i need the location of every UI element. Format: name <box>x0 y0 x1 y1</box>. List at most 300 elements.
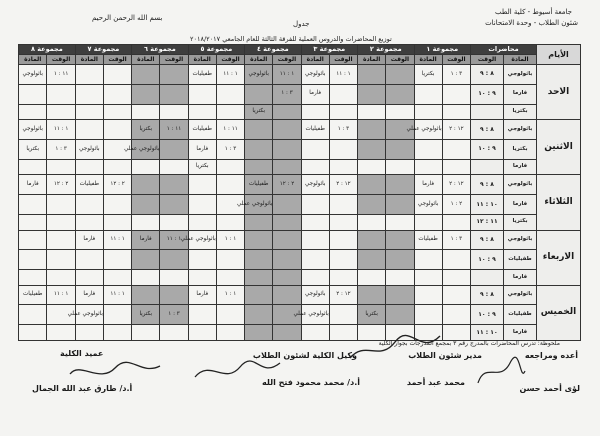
lecture-subject: فارما <box>504 270 537 286</box>
subject-column-header: المادة <box>245 55 273 65</box>
group-subject-cell: باثولوجي عملي <box>245 195 273 215</box>
lecture-subject: بكتريا <box>504 104 537 120</box>
group-time-cell <box>216 325 244 341</box>
group-subject-cell: باثولوجي <box>19 65 47 85</box>
group-subject-cell <box>301 195 329 215</box>
group-time-cell <box>216 270 244 286</box>
group-time-cell: ١ : ١١ <box>47 285 75 305</box>
signature-scribble-icon <box>190 357 290 387</box>
lecture-subject: باثولوجي <box>504 65 537 85</box>
group-time-cell <box>160 159 188 175</box>
basmala: بسم الله الرحمن الرحيم <box>92 14 163 22</box>
group-time-cell <box>386 159 414 175</box>
group-time-cell <box>160 250 188 270</box>
group-subject-cell <box>75 195 103 215</box>
group-time-cell <box>386 84 414 104</box>
time-column-header: الوقت <box>47 55 75 65</box>
group-time-cell <box>160 175 188 195</box>
group-subject-cell <box>75 104 103 120</box>
table-row <box>19 230 581 250</box>
table-row <box>19 214 581 230</box>
subject-column-header: المادة <box>504 55 537 65</box>
group-time-cell <box>273 104 301 120</box>
days-header: الأيام <box>537 45 581 65</box>
group-time-cell: ١٢ : ٢ <box>442 175 470 195</box>
table-row <box>19 270 581 286</box>
time-column-header: الوقت <box>470 55 503 65</box>
group-time-cell <box>160 84 188 104</box>
subject-column-header: المادة <box>75 55 103 65</box>
group-subject-cell: بكتريا <box>132 120 160 140</box>
group-time-cell: ٣ : ١ <box>442 65 470 85</box>
group-subject-cell <box>358 270 386 286</box>
group-subject-cell <box>188 325 216 341</box>
table-row <box>19 159 581 175</box>
group-subject-cell: باثولوجي عملي <box>132 139 160 159</box>
group-subject-cell <box>188 104 216 120</box>
group-header: مجموعة ٥ <box>188 45 244 55</box>
group-time-cell <box>47 104 75 120</box>
lecture-subject: طفيليات <box>504 250 537 270</box>
group-subject-cell <box>301 104 329 120</box>
group-subject-cell <box>19 195 47 215</box>
group-subject-cell: بكتريا <box>19 139 47 159</box>
lecture-time: ٨ : ٩ <box>470 230 503 250</box>
group-subject-cell: فارما <box>19 175 47 195</box>
group-time-cell <box>386 104 414 120</box>
lecture-time: ١١ : ١٢ <box>470 214 503 230</box>
group-subject-cell <box>245 214 273 230</box>
group-subject-cell <box>19 250 47 270</box>
lecture-time: ١٠ : ١١ <box>470 325 503 341</box>
group-header: مجموعة ٣ <box>301 45 357 55</box>
group-time-cell: ١ : ١١ <box>216 65 244 85</box>
lecture-time: ١٠ : ١١ <box>470 195 503 215</box>
lecture-subject: طفيليات <box>504 305 537 325</box>
signature-title: أعده ومراجعه <box>524 351 578 360</box>
group-subject-cell <box>132 325 160 341</box>
group-subject-cell: فارما <box>188 285 216 305</box>
group-subject-cell <box>188 270 216 286</box>
lecture-time: ٨ : ٩ <box>470 120 503 140</box>
group-subject-cell <box>245 270 273 286</box>
group-subject-cell <box>132 270 160 286</box>
group-time-cell <box>329 270 357 286</box>
group-subject-cell <box>414 305 442 325</box>
subject-column-header: المادة <box>19 55 47 65</box>
group-subject-cell: فارما <box>75 285 103 305</box>
schedule-table <box>18 44 581 341</box>
table-row <box>19 139 581 159</box>
group-subject-cell <box>301 270 329 286</box>
group-subject-cell <box>414 84 442 104</box>
group-time-cell <box>103 270 131 286</box>
group-subject-cell <box>301 230 329 250</box>
group-time-cell <box>216 175 244 195</box>
group-time-cell <box>442 139 470 159</box>
group-subject-cell: باثولوجي <box>414 195 442 215</box>
group-time-cell <box>442 285 470 305</box>
group-time-cell <box>386 285 414 305</box>
group-subject-cell: بكتريا <box>132 305 160 325</box>
group-subject-cell: طفيليات <box>188 65 216 85</box>
group-subject-cell <box>75 159 103 175</box>
group-header: مجموعة ٤ <box>245 45 301 55</box>
time-column-header: الوقت <box>103 55 131 65</box>
group-time-cell <box>329 104 357 120</box>
group-time-cell <box>273 139 301 159</box>
group-subject-cell: طفيليات <box>75 175 103 195</box>
group-subject-cell: بكتريا <box>414 65 442 85</box>
time-column-header: الوقت <box>160 55 188 65</box>
group-time-cell <box>386 305 414 325</box>
lecture-subject: فارما <box>504 195 537 215</box>
group-time-cell <box>329 250 357 270</box>
group-subject-cell <box>19 305 47 325</box>
lecture-time: ٩ : ١٠ <box>470 250 503 270</box>
page-title: توزيع المحاضرات والدروس العملية للفرقة الثالثة للعام الجامعي ٢٠١٨/٢٠١٧ <box>190 35 392 43</box>
lecture-time: ٩ : ١٠ <box>470 305 503 325</box>
group-time-cell <box>103 214 131 230</box>
lecture-time: ٨ : ٩ <box>470 285 503 305</box>
group-header: مجموعة ١ <box>414 45 470 55</box>
group-subject-cell: باثولوجي <box>75 139 103 159</box>
group-subject-cell: بكتريا <box>245 104 273 120</box>
lecture-subject: فارما <box>504 84 537 104</box>
group-time-cell <box>442 270 470 286</box>
day-cell: الثلاثاء <box>537 175 581 230</box>
group-subject-cell: طفيليات <box>188 120 216 140</box>
group-time-cell <box>216 305 244 325</box>
group-subject-cell <box>358 214 386 230</box>
group-subject-cell: فارما <box>301 84 329 104</box>
group-subject-cell <box>19 214 47 230</box>
group-subject-cell <box>414 285 442 305</box>
group-time-cell <box>329 195 357 215</box>
group-subject-cell <box>132 65 160 85</box>
group-subject-cell <box>75 250 103 270</box>
group-time-cell <box>160 195 188 215</box>
lecture-time: ٩ : ١٠ <box>470 139 503 159</box>
group-subject-cell <box>132 175 160 195</box>
time-column-header: الوقت <box>442 55 470 65</box>
lecture-time <box>470 270 503 286</box>
group-subject-cell <box>245 159 273 175</box>
lecture-time: ٨ : ٩ <box>470 175 503 195</box>
group-subject-cell <box>245 250 273 270</box>
group-time-cell <box>47 250 75 270</box>
group-subject-cell <box>188 195 216 215</box>
time-column-header: الوقت <box>386 55 414 65</box>
table-row <box>19 305 581 325</box>
group-time-cell <box>103 250 131 270</box>
lecture-subject: فارما <box>504 325 537 341</box>
group-subject-cell <box>19 270 47 286</box>
group-subject-cell <box>301 325 329 341</box>
group-time-cell <box>442 250 470 270</box>
group-subject-cell <box>75 270 103 286</box>
lecture-subject: باثولوجي <box>504 230 537 250</box>
group-subject-cell: طفيليات <box>19 285 47 305</box>
group-header: مجموعة ٢ <box>358 45 414 55</box>
group-time-cell <box>386 270 414 286</box>
table-row <box>19 84 581 104</box>
group-subject-cell <box>301 159 329 175</box>
signature-scribble-icon <box>340 330 450 366</box>
group-subject-cell <box>132 104 160 120</box>
signature-name: أ.د/ طارق عبد الله الجمال <box>32 384 133 393</box>
group-subject-cell <box>188 305 216 325</box>
group-subject-cell <box>301 214 329 230</box>
group-subject-cell: بكتريا <box>188 159 216 175</box>
group-subject-cell: طفيليات <box>414 230 442 250</box>
group-subject-cell <box>358 84 386 104</box>
group-subject-cell <box>132 285 160 305</box>
group-subject-cell <box>301 139 329 159</box>
group-subject-cell: باثولوجي عملي <box>414 120 442 140</box>
group-subject-cell <box>414 214 442 230</box>
group-time-cell: ٣ : ١ <box>160 305 188 325</box>
lecture-time <box>470 104 503 120</box>
group-subject-cell <box>358 159 386 175</box>
group-time-cell: ١١ : ١ <box>160 120 188 140</box>
group-subject-cell <box>75 65 103 85</box>
group-time-cell <box>47 159 75 175</box>
table-row <box>19 65 581 85</box>
group-time-cell <box>47 325 75 341</box>
group-time-cell <box>47 270 75 286</box>
group-subject-cell: فارما <box>132 230 160 250</box>
group-subject-cell <box>301 250 329 270</box>
group-time-cell: ١ : ١١ <box>47 120 75 140</box>
lecture-subject: باثولوجي <box>504 175 537 195</box>
group-subject-cell: باثولوجي <box>245 65 273 85</box>
group-time-cell <box>386 65 414 85</box>
lecture-subject: باثولوجي <box>504 285 537 305</box>
group-time-cell <box>216 250 244 270</box>
group-time-cell <box>160 214 188 230</box>
group-subject-cell <box>358 104 386 120</box>
group-time-cell <box>442 159 470 175</box>
group-time-cell: ١١ : ١ <box>47 65 75 85</box>
table-row <box>19 104 581 120</box>
group-time-cell: ١ : ١١ <box>103 230 131 250</box>
group-header: مجموعة ٧ <box>75 45 131 55</box>
group-time-cell: ١ : ١ <box>216 230 244 250</box>
time-column-header: الوقت <box>273 55 301 65</box>
group-subject-cell: باثولوجي <box>301 65 329 85</box>
group-subject-cell <box>245 120 273 140</box>
group-subject-cell: بكتريا <box>358 305 386 325</box>
group-time-cell <box>273 230 301 250</box>
group-time-cell: ٢ : ١٢ <box>273 175 301 195</box>
group-time-cell: ١٢ : ٢ <box>329 285 357 305</box>
group-time-cell <box>442 84 470 104</box>
group-time-cell: ١٢ : ٢ <box>442 120 470 140</box>
group-subject-cell: طفيليات <box>245 175 273 195</box>
group-subject-cell <box>188 214 216 230</box>
group-time-cell <box>103 305 131 325</box>
group-time-cell: ٢ : ١٢ <box>103 175 131 195</box>
group-time-cell <box>103 325 131 341</box>
group-subject-cell: باثولوجي <box>301 285 329 305</box>
group-subject-cell <box>75 84 103 104</box>
group-subject-cell <box>245 230 273 250</box>
table-word: جدول <box>293 20 310 28</box>
group-subject-cell <box>132 159 160 175</box>
group-time-cell <box>329 159 357 175</box>
group-subject-cell: فارما <box>414 175 442 195</box>
group-time-cell <box>103 120 131 140</box>
day-cell: الاربعاء <box>537 230 581 285</box>
group-time-cell <box>386 250 414 270</box>
group-subject-cell <box>132 214 160 230</box>
group-time-cell <box>329 230 357 250</box>
signature-scribble-icon <box>470 353 530 393</box>
lecture-subject: فارما <box>504 159 537 175</box>
group-time-cell <box>273 120 301 140</box>
group-time-cell: ١١ : ١ <box>216 120 244 140</box>
group-subject-cell <box>358 250 386 270</box>
group-time-cell <box>160 285 188 305</box>
group-subject-cell <box>245 325 273 341</box>
group-time-cell: ٣ : ١ <box>329 120 357 140</box>
group-time-cell <box>329 139 357 159</box>
group-subject-cell <box>414 139 442 159</box>
table-row <box>19 285 581 305</box>
group-time-cell <box>386 139 414 159</box>
group-time-cell <box>103 104 131 120</box>
group-time-cell: ١ : ١١ <box>329 65 357 85</box>
group-subject-cell <box>414 159 442 175</box>
group-subject-cell <box>75 325 103 341</box>
group-time-cell: ١ : ١١ <box>103 285 131 305</box>
group-subject-cell <box>19 84 47 104</box>
group-subject-cell: طفيليات <box>301 120 329 140</box>
group-time-cell: ١ : ١ <box>216 285 244 305</box>
group-subject-cell <box>358 285 386 305</box>
group-time-cell <box>273 285 301 305</box>
group-subject-cell: باثولوجي <box>19 120 47 140</box>
group-time-cell <box>273 270 301 286</box>
subject-column-header: المادة <box>358 55 386 65</box>
group-header: مجموعة ٨ <box>19 45 76 55</box>
lecture-time: ٨ : ٩ <box>470 65 503 85</box>
signature-name: محمد عبد أحمد <box>406 378 465 387</box>
lecture-subject: بكتريا <box>504 214 537 230</box>
group-subject-cell <box>188 84 216 104</box>
day-cell: الاثنين <box>537 120 581 175</box>
group-subject-cell <box>75 214 103 230</box>
group-time-cell <box>103 159 131 175</box>
group-time-cell: ١ : ١١ <box>160 230 188 250</box>
group-time-cell <box>103 195 131 215</box>
group-time-cell <box>216 104 244 120</box>
group-time-cell <box>160 325 188 341</box>
group-time-cell <box>329 84 357 104</box>
signature-name: لؤى أحمد حسن <box>519 384 580 393</box>
lectures-header: محاضرات <box>470 45 536 55</box>
group-subject-cell <box>132 195 160 215</box>
table-row <box>19 120 581 140</box>
group-time-cell: ٣ : ١ <box>47 139 75 159</box>
group-time-cell: ٣ : ١ <box>273 84 301 104</box>
group-time-cell <box>273 250 301 270</box>
group-time-cell: ٢ : ١٢ <box>47 175 75 195</box>
group-time-cell <box>47 84 75 104</box>
university-name: جامعة أسيوط - كلية الطب <box>495 8 572 16</box>
group-subject-cell <box>414 270 442 286</box>
group-subject-cell <box>414 250 442 270</box>
group-subject-cell: باثولوجي عملي <box>188 230 216 250</box>
day-cell: الاحد <box>537 65 581 120</box>
group-time-cell <box>442 104 470 120</box>
signature-title: وكيل الكلية لشئون الطلاب <box>252 351 357 360</box>
group-subject-cell <box>245 139 273 159</box>
group-subject-cell <box>19 230 47 250</box>
time-column-header: الوقت <box>216 55 244 65</box>
signature-scribble-icon <box>20 356 180 396</box>
group-header: مجموعة ٦ <box>132 45 188 55</box>
subject-column-header: المادة <box>188 55 216 65</box>
table-row <box>19 250 581 270</box>
group-subject-cell <box>245 285 273 305</box>
group-time-cell <box>386 214 414 230</box>
group-subject-cell <box>19 104 47 120</box>
group-time-cell <box>386 195 414 215</box>
department-name: شئون الطلاب - وحدة الامتحانات <box>485 19 578 27</box>
group-subject-cell <box>358 139 386 159</box>
group-time-cell: ١ : ١١ <box>273 65 301 85</box>
group-time-cell <box>103 84 131 104</box>
group-time-cell <box>273 325 301 341</box>
group-subject-cell <box>358 65 386 85</box>
group-subject-cell <box>245 305 273 325</box>
group-time-cell <box>47 214 75 230</box>
group-time-cell <box>160 270 188 286</box>
group-subject-cell <box>19 325 47 341</box>
lecture-subject: باثولوجي <box>504 120 537 140</box>
group-subject-cell <box>358 230 386 250</box>
group-subject-cell <box>245 84 273 104</box>
group-subject-cell <box>19 159 47 175</box>
group-subject-cell <box>75 120 103 140</box>
group-time-cell <box>273 195 301 215</box>
signature-title: مدير شئون الطلاب <box>408 351 482 360</box>
subject-column-header: المادة <box>301 55 329 65</box>
signature-name: أ.د/ محمد محمود فتح الله <box>262 378 360 387</box>
table-row <box>19 195 581 215</box>
group-subject-cell <box>358 175 386 195</box>
group-time-cell <box>160 65 188 85</box>
group-subject-cell: باثولوجي <box>301 175 329 195</box>
group-time-cell <box>47 195 75 215</box>
group-time-cell: ٣ : ١ <box>216 139 244 159</box>
group-subject-cell <box>358 195 386 215</box>
subject-column-header: المادة <box>414 55 442 65</box>
group-time-cell <box>329 305 357 325</box>
group-subject-cell: فارما <box>75 230 103 250</box>
group-time-cell <box>442 305 470 325</box>
lecture-time <box>470 159 503 175</box>
group-subject-cell <box>358 120 386 140</box>
table-row <box>19 325 581 341</box>
group-time-cell <box>216 159 244 175</box>
group-time-cell <box>442 214 470 230</box>
group-time-cell <box>160 104 188 120</box>
group-subject-cell <box>132 84 160 104</box>
group-subject-cell <box>188 250 216 270</box>
